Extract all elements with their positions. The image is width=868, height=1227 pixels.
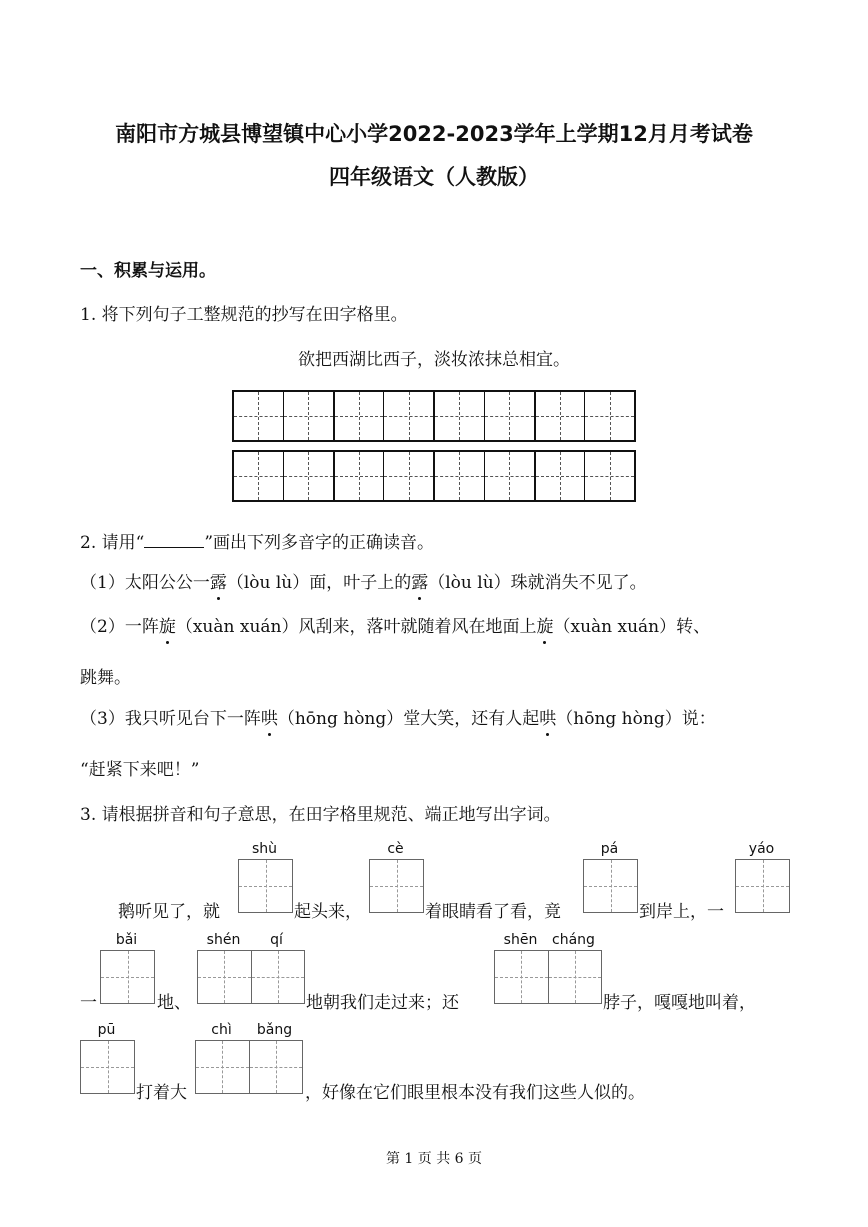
grid-cell xyxy=(234,452,283,500)
grid-cell xyxy=(534,452,585,500)
q3-line-2-a: 一 xyxy=(80,993,97,1013)
q3-line-2-c: 地朝我们走过来；还 xyxy=(306,993,459,1013)
q3-line-1-b: 起头来， xyxy=(294,902,362,922)
writing-grid-row-2[interactable] xyxy=(232,450,636,502)
polyphone-char: 旋 xyxy=(536,612,553,637)
answer-box-bai[interactable] xyxy=(100,950,155,1004)
underline-blank xyxy=(144,533,204,548)
grid-cell xyxy=(484,452,534,500)
answer-box-shu[interactable] xyxy=(238,859,293,913)
pinyin-label: yáo xyxy=(748,841,775,857)
q2-item-3: （3）我只听见台下一阵哄（hōng hòng）堂大笑，还有人起哄（hōng hòng）说： xyxy=(80,704,716,729)
q2-item-3-cont: “赶紧下来吧！” xyxy=(80,760,200,780)
answer-box-chi-bang[interactable] xyxy=(195,1040,303,1094)
answer-box-yao[interactable] xyxy=(735,859,790,913)
grid-cell xyxy=(333,452,384,500)
polyphone-char: 哄 xyxy=(261,704,278,729)
pinyin-label: cháng xyxy=(552,932,595,948)
q2-item-2: （2）一阵旋（xuàn xuán）风刮来，落叶就随着风在地面上旋（xuàn xuán）转、 xyxy=(80,612,710,637)
grid-cell xyxy=(484,392,534,440)
q2-item-1: （1）太阳公公一露（lòu lù）面，叶子上的露（lòu lù）珠就消失不见了。 xyxy=(80,568,647,593)
grid-cell xyxy=(283,392,333,440)
pinyin-label: cè xyxy=(387,841,404,857)
title-line-1: 南阳市方城县博望镇中心小学2022-2023学年上学期12月月考试卷 xyxy=(115,122,753,146)
answer-box-pu[interactable] xyxy=(80,1040,135,1094)
pinyin-label: shēn xyxy=(503,932,538,948)
q2-text-before: 2. 请用“ xyxy=(80,533,145,553)
grid-cell xyxy=(534,392,585,440)
q1-sentence: 欲把西湖比西子，淡妆浓抹总相宜。 xyxy=(298,350,570,370)
grid-cell xyxy=(584,452,634,500)
pinyin-label: shén xyxy=(206,932,241,948)
grid-cell xyxy=(433,452,484,500)
writing-grid-row-1[interactable] xyxy=(232,390,636,442)
question-3: 3. 请根据拼音和句子意思，在田字格里规范、端正地写出字词。 xyxy=(80,805,561,825)
pinyin-label: bǎi xyxy=(115,932,138,948)
q2-item-2-cont: 跳舞。 xyxy=(80,668,131,688)
pinyin-label: pá xyxy=(600,841,619,857)
polyphone-char: 哄 xyxy=(539,704,556,729)
pinyin-label: shù xyxy=(251,841,278,857)
grid-cell xyxy=(584,392,634,440)
page-footer: 第 1 页 共 6 页 xyxy=(385,1151,483,1167)
polyphone-char: 露 xyxy=(411,568,428,593)
answer-box-shen-qi[interactable] xyxy=(197,950,305,1004)
pinyin-label: chì xyxy=(211,1022,232,1038)
title-line-2: 四年级语文（人教版） xyxy=(329,165,539,189)
q3-line-2-d: 脖子，嘎嘎地叫着， xyxy=(603,993,756,1013)
answer-box-pa[interactable] xyxy=(583,859,638,913)
grid-cell xyxy=(383,392,433,440)
polyphone-char: 旋 xyxy=(159,612,176,637)
question-2 xyxy=(80,528,434,553)
q3-line-2-b: 地、 xyxy=(157,993,191,1013)
pinyin-label: bǎng xyxy=(256,1022,293,1038)
q3-line-1-c: 着眼睛看了看，竟 xyxy=(425,902,561,922)
answer-box-shen-chang[interactable] xyxy=(494,950,602,1004)
grid-cell xyxy=(283,452,333,500)
polyphone-char: 露 xyxy=(210,568,227,593)
grid-cell xyxy=(383,452,433,500)
q2-text-after: ”画出下列多音字的正确读音。 xyxy=(204,533,435,553)
question-1: 1. 将下列句子工整规范的抄写在田字格里。 xyxy=(80,305,408,325)
grid-cell xyxy=(234,392,283,440)
answer-box-ce[interactable] xyxy=(369,859,424,913)
q3-line-1-d: 到岸上，一 xyxy=(639,902,724,922)
q3-line-3-b: ，好像在它们眼里根本没有我们这些人似的。 xyxy=(305,1083,645,1103)
q3-line-3-a: 打着大 xyxy=(136,1083,187,1103)
grid-cell xyxy=(333,392,384,440)
q3-line-1-a: 鹅听见了，就 xyxy=(118,902,220,922)
section-heading: 一、积累与运用。 xyxy=(80,261,216,281)
pinyin-label: qí xyxy=(270,932,283,948)
pinyin-label: pū xyxy=(97,1022,116,1038)
grid-cell xyxy=(433,392,484,440)
